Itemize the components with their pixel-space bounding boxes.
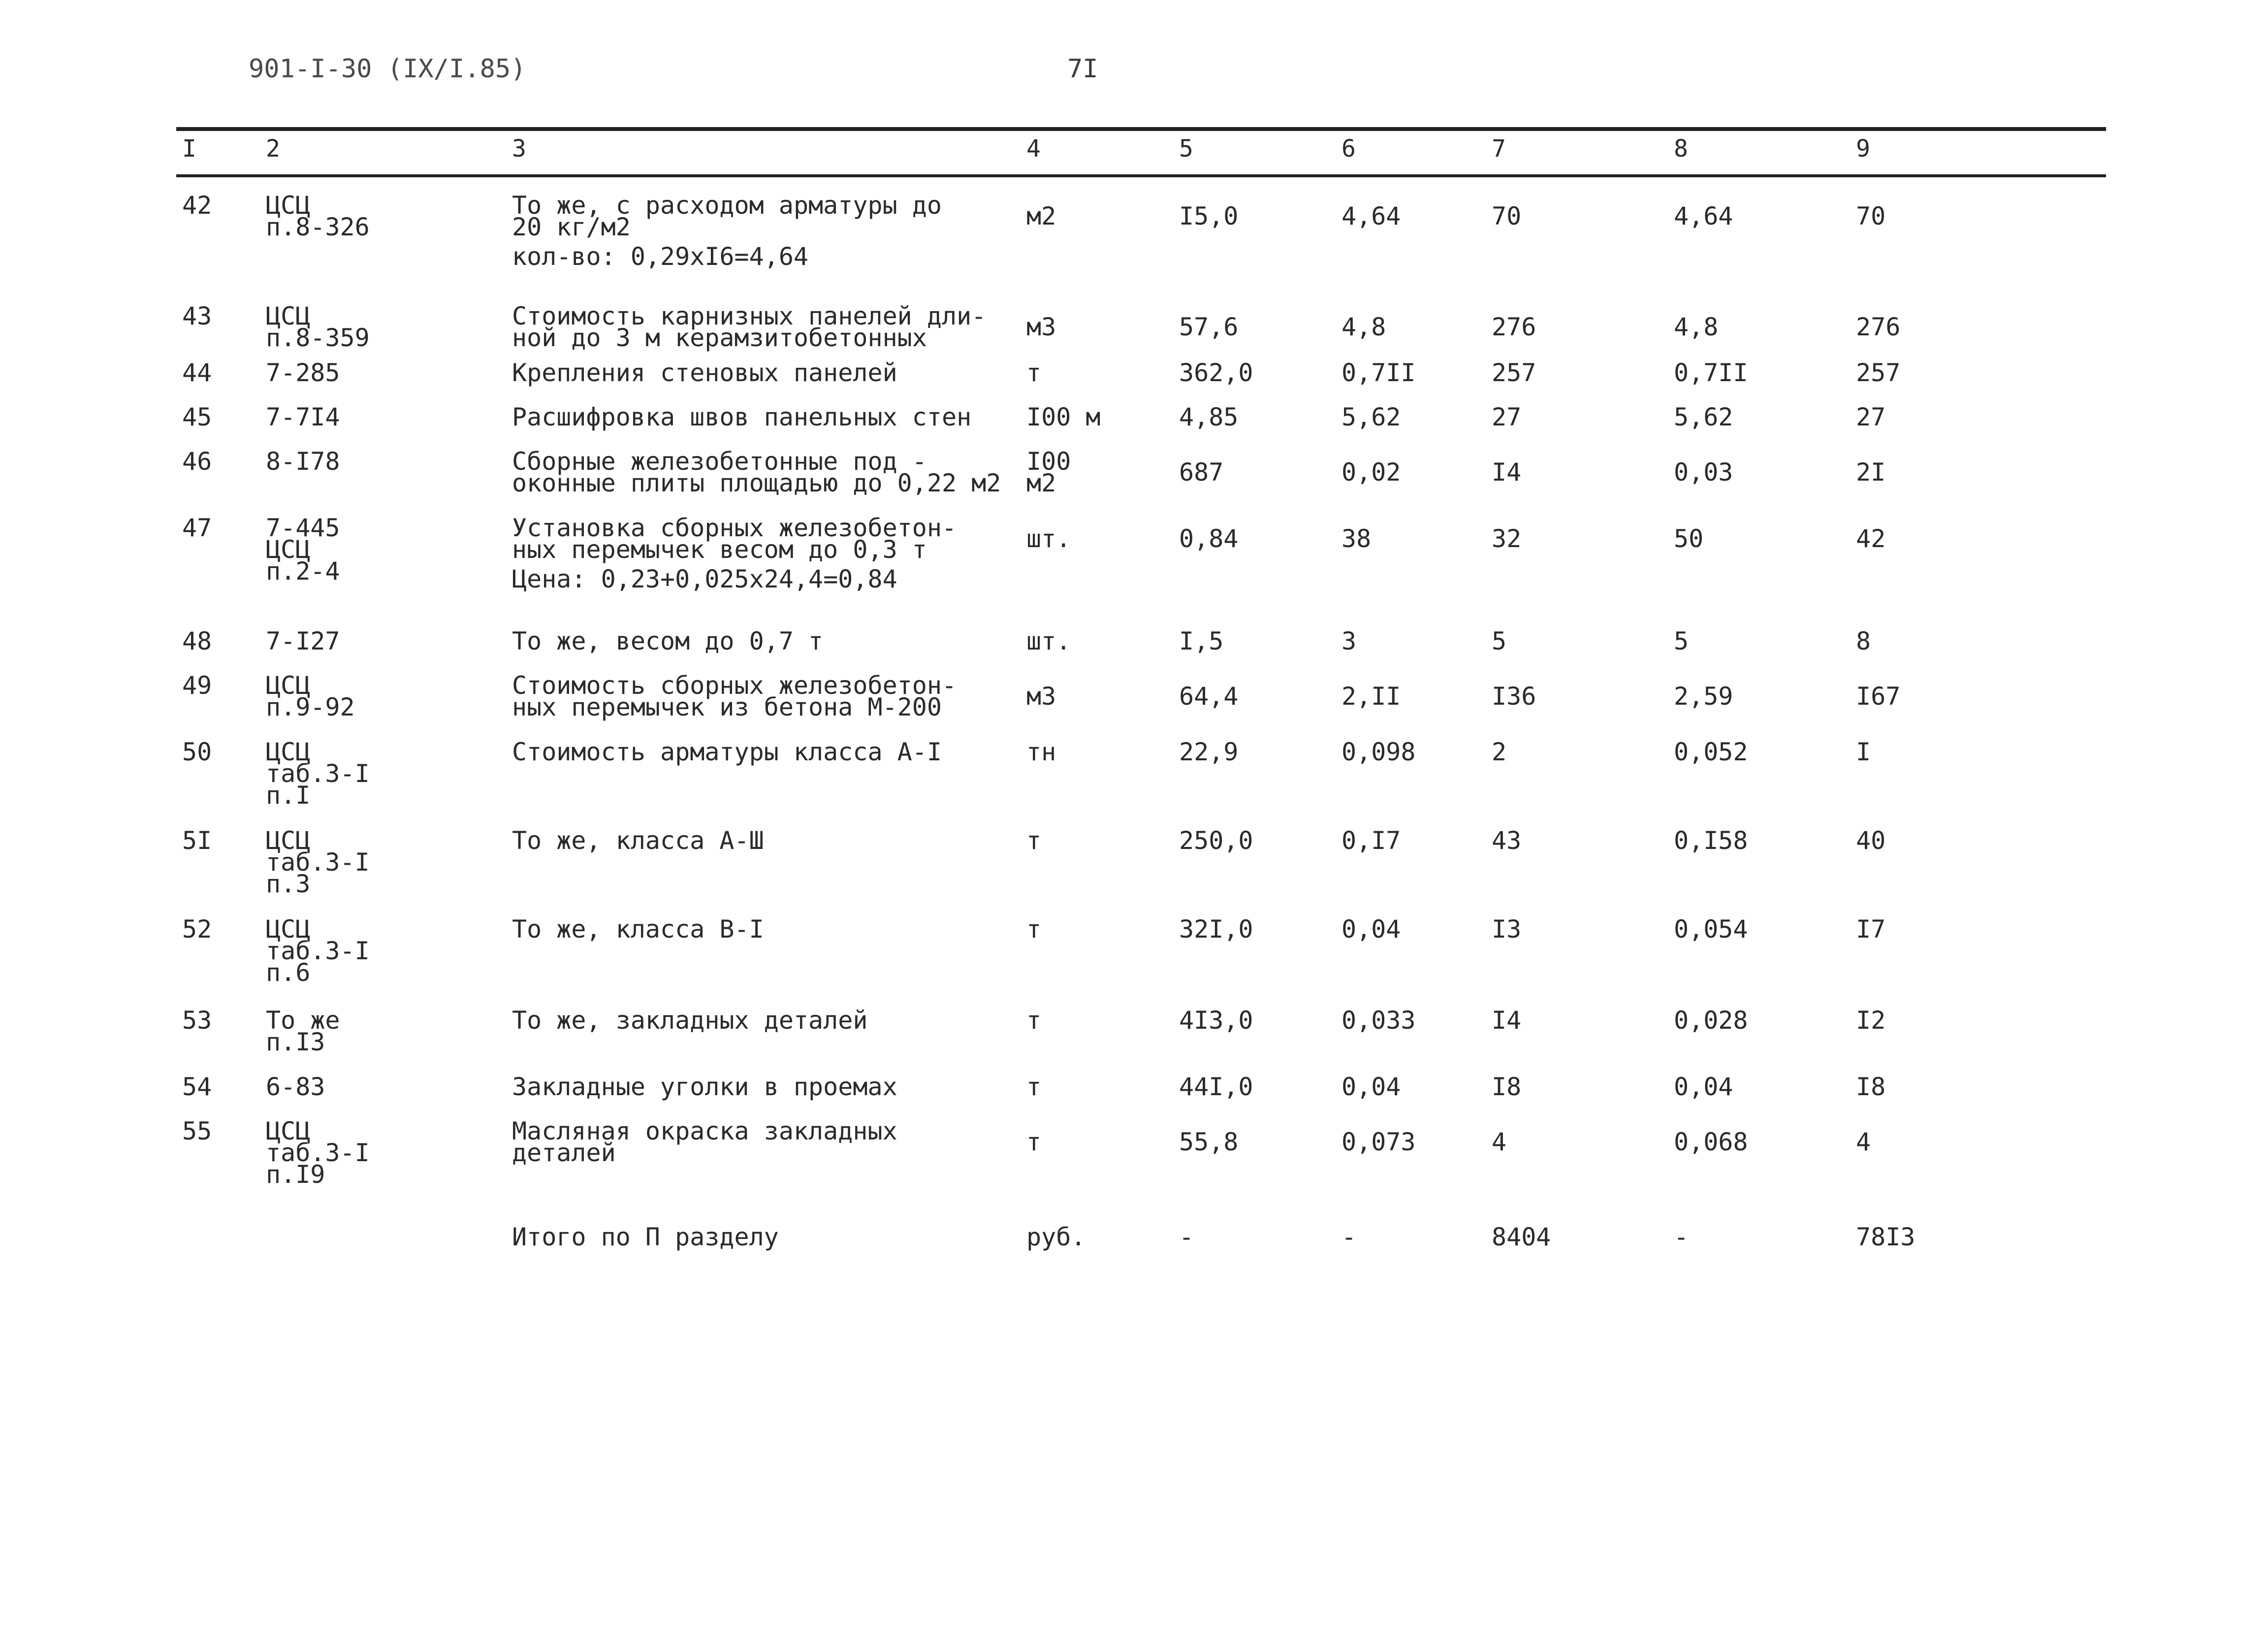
- cost-estimate: I4: [1492, 1006, 1522, 1035]
- quantity-estimate: 0,7II: [1342, 358, 1416, 387]
- work-description: ных перемычек весом до 0,3 т: [512, 535, 927, 564]
- quantity-estimate: 3: [1342, 627, 1357, 655]
- column-number: 4: [1026, 135, 1041, 163]
- quantity-estimate: 0,02: [1342, 458, 1401, 487]
- cost-actual: I67: [1856, 682, 1901, 711]
- total-quantity-estimate: -: [1342, 1223, 1357, 1251]
- quantity-estimate: 2,II: [1342, 682, 1401, 711]
- cost-actual: 27: [1856, 403, 1886, 431]
- quantity-estimate: 0,098: [1342, 738, 1416, 766]
- quantity-actual: 0,04: [1674, 1073, 1733, 1101]
- reference-code: 7-445: [266, 514, 340, 542]
- row-number: 45: [182, 403, 212, 431]
- column-number: 6: [1342, 135, 1356, 163]
- work-description: То же, весом до 0,7 т: [512, 627, 824, 655]
- reference-code: ЦСЦ: [266, 915, 311, 944]
- unit-price: 55,8: [1179, 1128, 1239, 1156]
- cost-estimate: 27: [1492, 403, 1522, 431]
- work-description: Крепления стеновых панелей: [512, 358, 897, 387]
- unit-of-measure: м2: [1026, 469, 1056, 497]
- cost-estimate: I36: [1492, 682, 1536, 711]
- unit-of-measure: т: [1026, 1006, 1042, 1035]
- reference-code: ЦСЦ: [266, 302, 311, 330]
- row-number: 54: [182, 1073, 212, 1101]
- reference-code: 8-I78: [266, 447, 340, 476]
- page-number: 7I: [1067, 54, 1098, 84]
- reference-code: п.3: [266, 870, 311, 898]
- work-description: То же, класса А-Ш: [512, 826, 764, 855]
- work-description: Сборные железобетонные под -: [512, 447, 927, 476]
- work-description: Установка сборных железобетон-: [512, 514, 957, 542]
- section-total-label: Итого по П разделу: [512, 1223, 779, 1251]
- table-top-rule: [176, 127, 2106, 131]
- unit-price: 687: [1179, 458, 1224, 487]
- cost-estimate: 70: [1492, 202, 1522, 230]
- work-description: То же, с расходом арматуры до: [512, 191, 942, 220]
- quantity-estimate: 0,033: [1342, 1006, 1416, 1035]
- reference-code: таб.3-I: [266, 1139, 370, 1167]
- reference-code: п.2-4: [266, 557, 340, 586]
- quantity-estimate: 5,62: [1342, 403, 1401, 431]
- unit-price: I,5: [1179, 627, 1224, 655]
- reference-code: п.I9: [266, 1160, 325, 1189]
- cost-actual: 257: [1856, 358, 1901, 387]
- total-cost-actual: 78I3: [1856, 1223, 1916, 1251]
- reference-code: ЦСЦ: [266, 191, 311, 220]
- reference-code: п.6: [266, 958, 311, 987]
- row-number: 52: [182, 915, 212, 944]
- quantity-estimate: 4,64: [1342, 202, 1401, 230]
- row-number: 47: [182, 514, 212, 542]
- cost-actual: I: [1856, 738, 1871, 766]
- row-number: 46: [182, 447, 212, 476]
- reference-code: таб.3-I: [266, 848, 370, 877]
- row-number: 50: [182, 738, 212, 766]
- cost-estimate: I4: [1492, 458, 1522, 487]
- unit-price: 250,0: [1179, 826, 1253, 855]
- work-description: Закладные уголки в проемах: [512, 1073, 897, 1101]
- column-number: I: [182, 135, 196, 163]
- quantity-actual: 2,59: [1674, 682, 1733, 711]
- reference-code: п.I3: [266, 1028, 325, 1056]
- unit-of-measure: тн: [1026, 738, 1056, 766]
- row-number: 49: [182, 671, 212, 700]
- work-description: Стоимость сборных железобетон-: [512, 671, 957, 700]
- cost-actual: I8: [1856, 1073, 1886, 1101]
- quantity-actual: 4,8: [1674, 313, 1719, 341]
- column-number: 7: [1492, 135, 1506, 163]
- reference-code: ЦСЦ: [266, 535, 311, 564]
- cost-actual: 2I: [1856, 458, 1886, 487]
- column-number: 9: [1856, 135, 1870, 163]
- unit-of-measure: т: [1026, 1128, 1042, 1156]
- unit-of-measure: шт.: [1026, 524, 1071, 553]
- cost-actual: 276: [1856, 313, 1901, 341]
- quantity-actual: 5: [1674, 627, 1689, 655]
- cost-estimate: I3: [1492, 915, 1522, 944]
- cost-estimate: 32: [1492, 524, 1522, 553]
- document-code: 901-I-30 (IX/I.85): [249, 54, 526, 84]
- quantity-estimate: 38: [1342, 524, 1372, 553]
- quantity-actual: 50: [1674, 524, 1704, 553]
- unit-price: 0,84: [1179, 524, 1239, 553]
- cost-actual: 70: [1856, 202, 1886, 230]
- cost-actual: 42: [1856, 524, 1886, 553]
- unit-price: 4,85: [1179, 403, 1239, 431]
- quantity-actual: 0,03: [1674, 458, 1733, 487]
- calculation-note: Цена: 0,23+0,025х24,4=0,84: [512, 565, 897, 593]
- reference-code: таб.3-I: [266, 937, 370, 965]
- calculation-note: кол-во: 0,29хI6=4,64: [512, 242, 809, 271]
- column-number: 2: [266, 135, 280, 163]
- unit-of-measure: т: [1026, 1073, 1042, 1101]
- work-description: То же, закладных деталей: [512, 1006, 868, 1035]
- quantity-estimate: 0,073: [1342, 1128, 1416, 1156]
- reference-code: 7-285: [266, 358, 340, 387]
- row-number: 48: [182, 627, 212, 655]
- cost-actual: I2: [1856, 1006, 1886, 1035]
- work-description: оконные плиты площадью до 0,22 м2: [512, 469, 1001, 497]
- unit-of-measure: м3: [1026, 682, 1056, 711]
- unit-price: 362,0: [1179, 358, 1253, 387]
- cost-estimate: 4: [1492, 1128, 1507, 1156]
- row-number: 55: [182, 1117, 212, 1145]
- unit-of-measure: т: [1026, 915, 1042, 944]
- cost-actual: I7: [1856, 915, 1886, 944]
- work-description: Стоимость карнизных панелей дли-: [512, 302, 987, 330]
- reference-code: ЦСЦ: [266, 1117, 311, 1145]
- cost-actual: 40: [1856, 826, 1886, 855]
- work-description: 20 кг/м2: [512, 213, 631, 241]
- cost-estimate: 276: [1492, 313, 1536, 341]
- unit-of-measure: I00 м: [1026, 403, 1101, 431]
- reference-code: 6-83: [266, 1073, 325, 1101]
- reference-code: 7-7I4: [266, 403, 340, 431]
- total-quantity-actual: -: [1674, 1223, 1689, 1251]
- reference-code: п.8-326: [266, 213, 370, 241]
- cost-estimate: 257: [1492, 358, 1536, 387]
- cost-actual: 8: [1856, 627, 1871, 655]
- cost-estimate: I8: [1492, 1073, 1522, 1101]
- unit-price: 32I,0: [1179, 915, 1253, 944]
- work-description: Масляная окраска закладных: [512, 1117, 897, 1145]
- row-number: 43: [182, 302, 212, 330]
- quantity-actual: 0,7II: [1674, 358, 1748, 387]
- total-unit-price: -: [1179, 1223, 1194, 1251]
- quantity-actual: 0,052: [1674, 738, 1748, 766]
- cost-actual: 4: [1856, 1128, 1871, 1156]
- work-description: ных перемычек из бетона М-200: [512, 693, 942, 721]
- quantity-estimate: 0,04: [1342, 1073, 1401, 1101]
- reference-code: таб.3-I: [266, 759, 370, 788]
- work-description: деталей: [512, 1139, 616, 1167]
- reference-code: 7-I27: [266, 627, 340, 655]
- row-number: 53: [182, 1006, 212, 1035]
- work-description: То же, класса В-I: [512, 915, 764, 944]
- cost-estimate: 43: [1492, 826, 1522, 855]
- quantity-actual: 0,068: [1674, 1128, 1748, 1156]
- unit-of-measure: т: [1026, 826, 1042, 855]
- cost-estimate: 5: [1492, 627, 1507, 655]
- unit-price: 57,6: [1179, 313, 1239, 341]
- unit-price: 64,4: [1179, 682, 1239, 711]
- quantity-actual: 0,I58: [1674, 826, 1748, 855]
- reference-code: п.8-359: [266, 324, 370, 352]
- reference-code: ЦСЦ: [266, 738, 311, 766]
- total-unit: руб.: [1026, 1223, 1086, 1251]
- row-number: 44: [182, 358, 212, 387]
- quantity-actual: 0,028: [1674, 1006, 1748, 1035]
- table-header-rule: [176, 174, 2106, 177]
- unit-price: 44I,0: [1179, 1073, 1253, 1101]
- reference-code: ЦСЦ: [266, 671, 311, 700]
- quantity-actual: 5,62: [1674, 403, 1733, 431]
- row-number: 5I: [182, 826, 212, 855]
- unit-price: I5,0: [1179, 202, 1239, 230]
- unit-price: 4I3,0: [1179, 1006, 1253, 1035]
- unit-of-measure: шт.: [1026, 627, 1071, 655]
- work-description: Стоимость арматуры класса А-I: [512, 738, 942, 766]
- unit-of-measure: I00: [1026, 447, 1071, 476]
- reference-code: ЦСЦ: [266, 826, 311, 855]
- column-number: 8: [1674, 135, 1688, 163]
- column-number: 3: [512, 135, 526, 163]
- reference-code: п.I: [266, 781, 311, 810]
- unit-of-measure: м3: [1026, 313, 1056, 341]
- quantity-actual: 4,64: [1674, 202, 1733, 230]
- column-number: 5: [1179, 135, 1193, 163]
- unit-price: 22,9: [1179, 738, 1239, 766]
- work-description: ной до 3 м керамзитобетонных: [512, 324, 927, 352]
- unit-of-measure: т: [1026, 358, 1042, 387]
- total-cost-estimate: 8404: [1492, 1223, 1551, 1251]
- reference-code: п.9-92: [266, 693, 355, 721]
- row-number: 42: [182, 191, 212, 220]
- cost-estimate: 2: [1492, 738, 1507, 766]
- quantity-actual: 0,054: [1674, 915, 1748, 944]
- quantity-estimate: 0,I7: [1342, 826, 1401, 855]
- work-description: Расшифровка швов панельных стен: [512, 403, 972, 431]
- reference-code: То же: [266, 1006, 340, 1035]
- quantity-estimate: 0,04: [1342, 915, 1401, 944]
- unit-of-measure: м2: [1026, 202, 1056, 230]
- quantity-estimate: 4,8: [1342, 313, 1386, 341]
